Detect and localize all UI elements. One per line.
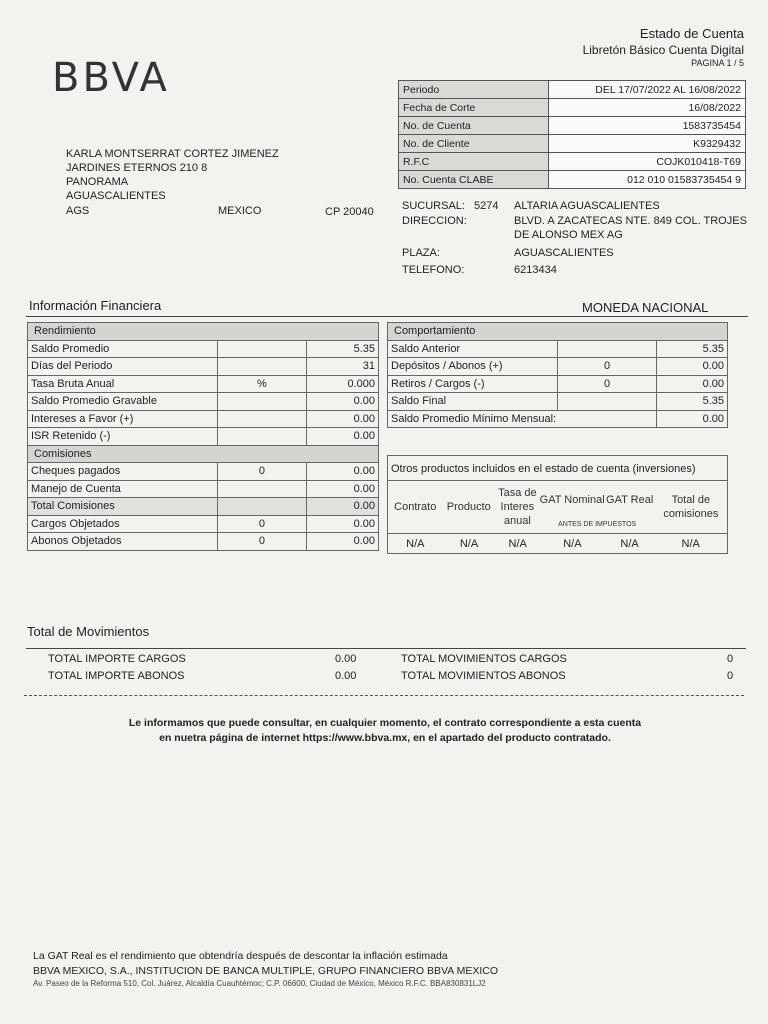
row-mid: 0: [217, 515, 307, 533]
customer-state: AGS: [66, 205, 90, 217]
rendimiento-table: [27, 322, 379, 551]
antes-impuestos: ANTES DE IMPUESTOS: [558, 521, 637, 528]
products-header-row: [388, 481, 727, 533]
bbva-logo: BBVA: [52, 55, 170, 101]
col-tasa: Tasa de Interes anual: [498, 487, 537, 527]
direccion-label: DIRECCION:: [402, 215, 467, 227]
row-mid: 0: [557, 375, 657, 393]
info-row: [399, 81, 746, 99]
row-label: Días del Periodo: [28, 358, 218, 376]
val-tasa: N/A: [508, 538, 527, 550]
row-mid: [217, 480, 307, 498]
row-mid: [217, 428, 307, 446]
currency-label: MONEDA NACIONAL: [582, 300, 709, 315]
mov-abonos-label: TOTAL MOVIMIENTOS ABONOS: [401, 670, 566, 682]
row-value: 0.00: [307, 480, 379, 498]
page-number: PAGINA 1 / 5: [691, 58, 744, 68]
row-value: 0.00: [657, 410, 728, 428]
row-value: 0.00: [307, 463, 379, 481]
val-producto: N/A: [459, 538, 479, 550]
financial-title: Información Financiera: [29, 298, 162, 313]
row-mid: [217, 358, 307, 376]
importe-cargos-value: 0.00: [335, 653, 357, 665]
row-label: Saldo Final: [388, 393, 558, 411]
section-divider: [26, 316, 748, 317]
info-label: No. de Cuenta: [399, 117, 549, 135]
row-label: Total Comisiones: [28, 498, 218, 516]
info-row: [399, 135, 746, 153]
row-value: 0.00: [307, 393, 379, 411]
row-label: Saldo Promedio: [28, 340, 218, 358]
customer-city: AGUASCALIENTES: [66, 190, 166, 202]
direccion-line-1: BLVD. A ZACATECAS NTE. 849 COL. TROJES: [514, 215, 747, 227]
table-row: [28, 428, 379, 446]
sucursal-name: ALTARIA AGUASCALIENTES: [514, 200, 660, 212]
row-label: Cheques pagados: [28, 463, 218, 481]
direccion-line-2: DE ALONSO MEX AG: [514, 229, 623, 241]
val-gat-real: N/A: [620, 538, 639, 550]
company-address: Av. Paseo de la Reforma 510, Col. Juárez, Alcaldía Cuauhtémoc; C.P. 06600, Ciudad de México, México R.F.C. BBA830831LJ2: [33, 979, 486, 988]
row-value: 0.00: [657, 358, 728, 376]
row-label: Intereses a Favor (+): [28, 410, 218, 428]
val-gat-nominal: N/A: [563, 538, 582, 550]
col-contrato: Contrato: [394, 501, 437, 513]
row-label: Saldo Promedio Gravable: [28, 393, 218, 411]
info-label: No. Cuenta CLABE: [399, 171, 549, 189]
importe-cargos-label: TOTAL IMPORTE CARGOS: [48, 653, 186, 665]
info-row: [399, 117, 746, 135]
row-value: 0.00: [307, 428, 379, 446]
row-mid: %: [217, 375, 307, 393]
row-mid: [557, 393, 657, 411]
info-label: No. de Cliente: [399, 135, 549, 153]
row-value: 0.00: [307, 533, 379, 551]
row-mid: [217, 393, 307, 411]
table-row: [28, 498, 379, 516]
table-row: [388, 393, 728, 411]
customer-colony: PANORAMA: [66, 176, 129, 188]
info-value: COJK010418-T69: [549, 153, 746, 171]
comisiones-header: Comisiones: [28, 445, 379, 463]
products-table: [387, 455, 728, 554]
table-row: [388, 410, 728, 428]
row-label: Depósitos / Abonos (+): [388, 358, 558, 376]
table-row: [388, 323, 728, 341]
gat-group: [540, 481, 655, 533]
table-row: [28, 515, 379, 533]
notice-line-2: en nuetra página de internet https://www.bbva.mx, en el apartado del producto contratado.: [159, 732, 611, 744]
table-row: [28, 463, 379, 481]
telefono-value: 6213434: [514, 264, 557, 276]
movements-divider: [26, 648, 746, 649]
gat-columns: [540, 482, 655, 518]
row-label: ISR Retenido (-): [28, 428, 218, 446]
document-title: Estado de Cuenta: [639, 26, 744, 41]
table-row: [28, 445, 379, 463]
info-value: 012 010 01583735454 9: [549, 171, 746, 189]
row-mid: 0: [217, 463, 307, 481]
table-row: [388, 375, 728, 393]
table-row: [388, 358, 728, 376]
col-gat-real: GAT Real: [606, 494, 654, 506]
table-row: [28, 480, 379, 498]
gat-note: La GAT Real es el rendimiento que obtendría después de descontar la inflación estimada: [33, 950, 448, 962]
mov-abonos-value: 0: [727, 670, 734, 682]
row-label: Abonos Objetados: [28, 533, 218, 551]
customer-zip: CP 20040: [325, 206, 374, 218]
row-value: 0.00: [657, 375, 728, 393]
info-row: [399, 153, 746, 171]
sucursal-label: SUCURSAL:: [402, 200, 465, 212]
col-gat-nominal: GAT Nominal: [539, 494, 605, 506]
info-value: 16/08/2022: [549, 99, 746, 117]
info-row: [399, 99, 746, 117]
row-mid: 0: [557, 358, 657, 376]
info-label: Periodo: [399, 81, 549, 99]
customer-country: MEXICO: [218, 205, 262, 217]
row-label: Saldo Anterior: [388, 340, 558, 358]
row-mid: [557, 340, 657, 358]
col-producto: Producto: [446, 501, 491, 513]
row-label: Saldo Promedio Mínimo Mensual:: [388, 410, 657, 428]
customer-street: JARDINES ETERNOS 210 8: [66, 162, 208, 174]
account-info-table: [398, 80, 746, 189]
info-row: [399, 171, 746, 189]
sucursal-code: 5274: [474, 200, 499, 212]
comportamiento-header: Comportamiento: [388, 323, 728, 341]
dashed-separator: [24, 695, 744, 696]
info-value: 1583735454: [549, 117, 746, 135]
products-value-row: [388, 533, 727, 553]
table-row: [28, 533, 379, 551]
products-title: Otros productos incluidos en el estado de cuenta (inversiones): [388, 456, 727, 481]
row-value: 0.000: [307, 375, 379, 393]
rendimiento-header: Rendimiento: [28, 323, 379, 341]
row-value: 5.35: [657, 393, 728, 411]
company-name: BBVA MEXICO, S.A., INSTITUCION DE BANCA MULTIPLE, GRUPO FINANCIERO BBVA MEXICO: [33, 965, 499, 977]
row-label: Cargos Objetados: [28, 515, 218, 533]
row-mid: 0: [217, 533, 307, 551]
importe-abonos-value: 0.00: [335, 670, 357, 682]
table-row: [28, 358, 379, 376]
notice-line-1: Le informamos que puede consultar, en cualquier momento, el contrato correspondiente a esta cuenta: [128, 717, 642, 729]
table-row: [28, 410, 379, 428]
info-value: DEL 17/07/2022 AL 16/08/2022: [549, 81, 746, 99]
col-total-comisiones: Total de comisiones: [663, 494, 719, 520]
info-label: Fecha de Corte: [399, 99, 549, 117]
val-total-comisiones: N/A: [681, 538, 700, 550]
row-value: 31: [307, 358, 379, 376]
info-value: K9329432: [549, 135, 746, 153]
importe-abonos-label: TOTAL IMPORTE ABONOS: [48, 670, 185, 682]
plaza-label: PLAZA:: [402, 247, 440, 259]
table-row: [28, 393, 379, 411]
info-label: R.F.C: [399, 153, 549, 171]
row-label: Retiros / Cargos (-): [388, 375, 558, 393]
mov-cargos-value: 0: [727, 653, 734, 665]
row-value: 0.00: [307, 410, 379, 428]
customer-name: KARLA MONTSERRAT CORTEZ JIMENEZ: [66, 148, 279, 160]
row-value: 5.35: [657, 340, 728, 358]
row-label: Tasa Bruta Anual: [28, 375, 218, 393]
table-row: [28, 375, 379, 393]
movements-title: Total de Movimientos: [27, 624, 150, 639]
row-value: 5.35: [307, 340, 379, 358]
val-contrato: N/A: [406, 538, 425, 550]
comportamiento-table: [387, 322, 728, 428]
row-label: Manejo de Cuenta: [28, 480, 218, 498]
telefono-label: TELEFONO:: [402, 264, 465, 276]
row-mid: [217, 340, 307, 358]
table-row: [28, 340, 379, 358]
document-subtitle: Libretón Básico Cuenta Digital: [582, 43, 744, 57]
table-row: [388, 340, 728, 358]
table-row: [28, 323, 379, 341]
row-value: 0.00: [307, 498, 379, 516]
mov-cargos-label: TOTAL MOVIMIENTOS CARGOS: [401, 653, 567, 665]
row-mid: [217, 498, 307, 516]
row-mid: [217, 410, 307, 428]
plaza-value: AGUASCALIENTES: [514, 247, 614, 259]
row-value: 0.00: [307, 515, 379, 533]
